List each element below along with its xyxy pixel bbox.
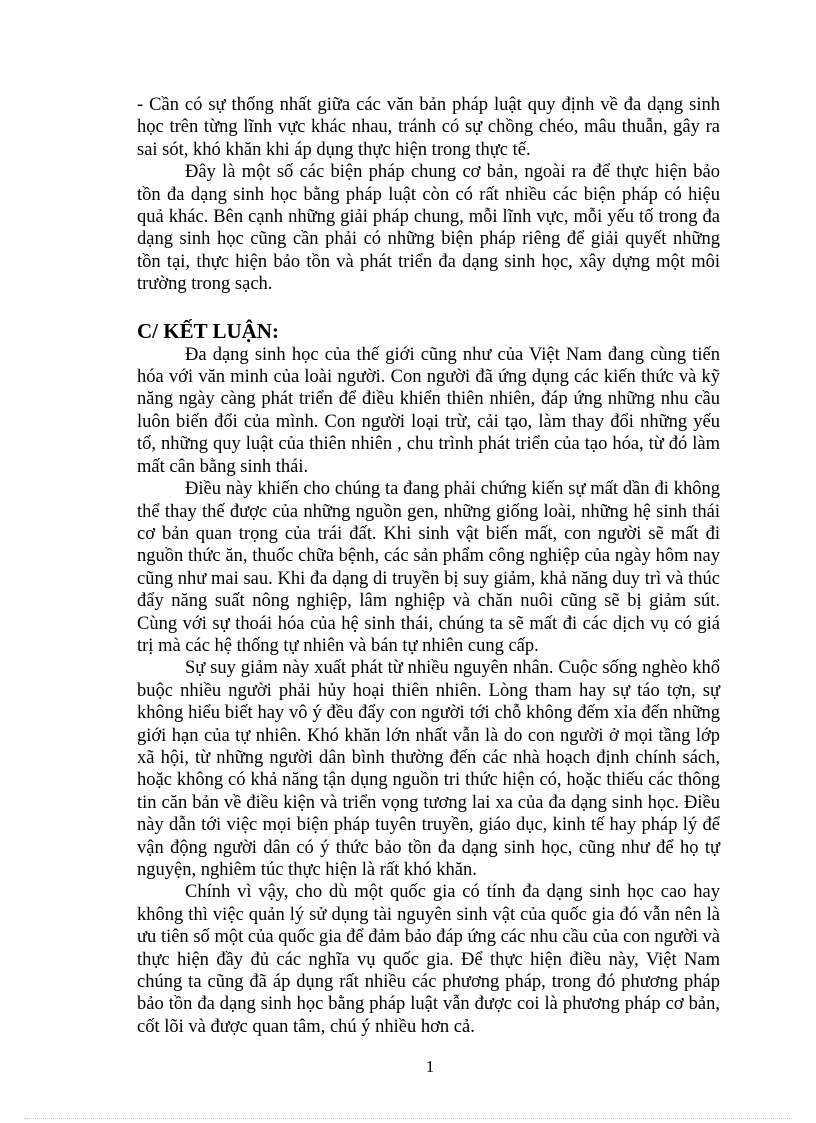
paragraph-conclusion-1: Đa dạng sinh học của thế giới cũng như của Việt Nam đang cùng tiến hóa với văn minh của loài người. Con người đã ứng dụng các kiến thức và kỹ năng ngày càng phát triển để điều khiển thiên nhiên, đáp ứng những nhu cầu luôn biến đổi của mình. Con người loại trừ, cải tạo, làm thay đổi những yếu tố, những quy luật của thiên nhiên , chu trình phát triển của tạo hóa, từ đó làm mất cân bằng sinh thái. — [137, 344, 720, 477]
page-number: 1 — [425, 1057, 435, 1076]
paragraph-conclusion-3: Sự suy giảm này xuất phát từ nhiều nguyên nhân. Cuộc sống nghèo khổ buộc nhiều người phải hủy hoại thiên nhiên. Lòng tham hay sự táo tợn, sự không hiểu biết hay vô ý đều đẩy con người tới chỗ không đếm xỉa đến những giới hạn của tự nhiên. Khó khăn lớn nhất vẫn là do con người ở mọi tầng lớp xã hội, từ những người dân bình thường đến các nhà hoạch định chính sách, hoặc không có khả năng tận dụng nguồn tri thức hiện có, hoặc thiếu các thông tin căn bản về điều kiện và triển vọng tương lai xa của đa dạng sinh học. Điều này dẫn tới việc mọi biện pháp tuyên truyền, giáo dục, kinh tế hay pháp lý để vận động người dân có ý thức bảo tồn đa dạng sinh học, cũng như để họ tự nguyện, nghiêm túc thực hiện là rất khó khăn. — [137, 658, 720, 880]
section-heading-conclusion: C/ KẾT LUẬN: — [137, 318, 279, 343]
paragraph-conclusion-4: Chính vì vậy, cho dù một quốc gia có tính đa dạng sinh học cao hay không thì việc quản lý sử dụng tài nguyên sinh vật của quốc gia đó vẫn nên là ưu tiên số một của quốc gia để đảm bảo đáp ứng các nhu cầu của con người và thực hiện đầy đủ các nghĩa vụ quốc gia. Để thực hiện điều này, Việt Nam chúng ta cũng đã áp dụng rất nhiều các phương pháp, trong đó phương pháp bảo tồn đa dạng sinh học bằng pháp luật vẫn được coi là phương pháp cơ bản, cốt lõi và được quan tâm, chú ý nhiều hơn cả. — [137, 882, 720, 1037]
page-bottom-divider — [24, 1118, 792, 1119]
paragraph-conclusion-2: Điều này khiến cho chúng ta đang phải chứng kiến sự mất dần đi không thể thay thế được của những nguồn gen, những giống loài, những hệ sinh thái cơ bản quan trọng của trái đất. Khi sinh vật biến mất, con người sẽ mất đi nguồn thức ăn, thuốc chữa bệnh, các sản phẩm công nghiệp của ngày hôm nay cũng như mai sau. Khi đa dạng di truyền bị suy giảm, khả năng duy trì và thúc đẩy năng suất nông nghiệp, lâm nghiệp và chăn nuôi cũng sẽ bị giảm sút. Cùng với sự thoái hóa của hệ sinh thái, chúng ta sẽ mất đi các dịch vụ có giá trị mà các hệ thống tự nhiên và bán tự nhiên cung cấp. — [137, 479, 720, 656]
paragraph-general-measures: Đây là một số các biện pháp chung cơ bản, ngoài ra để thực hiện bảo tồn đa dạng sinh học bằng pháp luật còn có rất nhiều các biện pháp có hiệu quả khác. Bên cạnh những giải pháp chung, mỗi lĩnh vực, mỗi yếu tố trong đa dạng sinh học cũng cần phải có những biện pháp riêng để giải quyết những tồn tại, thực hiện bảo tồn và phát triển đa dạng sinh học, xây dựng một môi trường trong sạch. — [137, 162, 720, 295]
document-body — [137, 94, 720, 1038]
paragraph-bullet-consistency: - Cần có sự thống nhất giữa các văn bản pháp luật quy định về đa dạng sinh học trên từng lĩnh vực khác nhau, tránh có sự chồng chéo, mâu thuẫn, gây ra sai sót, khó khăn khi áp dụng thực hiện trong thực tế. — [137, 95, 720, 160]
